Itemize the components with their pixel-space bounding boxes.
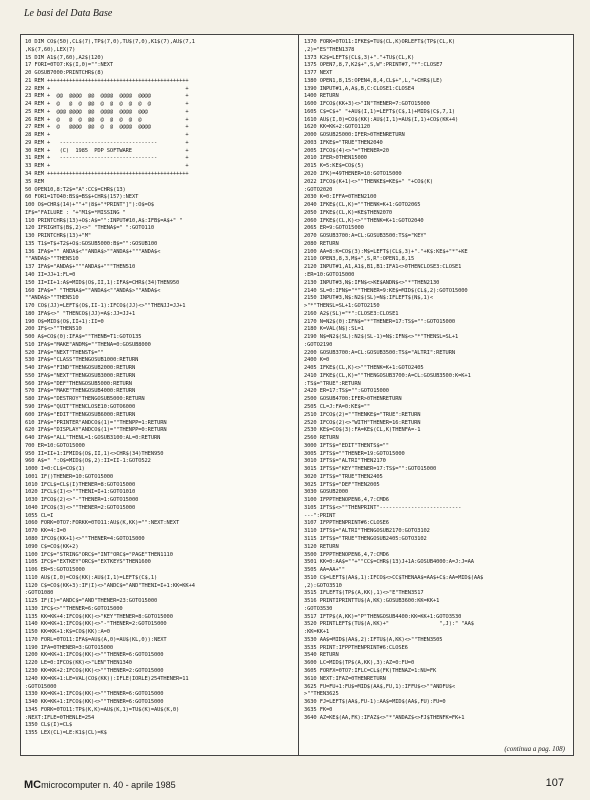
code-line: 180 IFA$<>" "THENCO$(JJ)=A$:JJ=JJ+1 [25,310,136,317]
code-line: 1010 IFCL$=CL$(I)THENER=8:GOTO15000 [25,481,136,488]
code-line: 1330 KK=KK+1:IFCO$(KK)<>""THENER=6:GOTO15000 [25,691,164,698]
code-line: ,K$(7,60),LEX(7) [25,46,76,53]
code-line: 600 IFA$="EDIT"THENGOSUB6000:RETURN [25,411,136,418]
code-line: 2040 IFKE$(CL,K)=""THENK=K+1:GOTO2065 [304,202,421,209]
code-line: 3501 KK=0:AA$=""+""CC$=CHR$(13)J+1A:GOSUB4000:A=J:J=AA [304,559,474,566]
code-line: 3625 FU=FU+1:FU$=MID$(AA$,FU,1):IFFU$<>""ANDFU$< [304,683,455,690]
code-line: 20 GOSUB7000:PRINTCHR$(8) [25,70,104,77]
code-line: 15 DIM A1$(7,60),A2$(120) [25,54,104,61]
code-line: 3535 PRINT:IFPPTHENPRINT#6:CLOSE6 [304,644,408,651]
code-line: ""ANDA$>""THEN510 [25,295,79,302]
code-line: 3510 C$=LEFT$(AA$,1):IFCO$<>CC$THENAA$=AA$+C$:AA=MID$(AA$ [304,574,484,581]
code-line: 1140 KK=KK+1:IFCO$(KK)<>"-"THENER=2:GOTO15000 [25,621,167,628]
code-line: 1390 INPUT#1,A,A$,B,C:CLOSE1:CLOSE4 [304,85,415,92]
code-line: 520 IFA$="NEXT"THENST$="" [25,349,104,356]
code-line: 960 A$=" ":O$=MID$(O$,2):II=II-1:GOTO522 [25,458,151,465]
code-line: 2200 GOSUB3700:A=CL:GOSUB3500:TS$="ALTRI":RETURN [304,349,455,356]
code-line: 1120 C$=CO$(KK+3):IF(I)<>"ANDC$="AND"THENI=I+1:KK=KK+4 [25,582,195,589]
code-line: IF$="FAILURE : "+"M1$=*MISSING " [25,209,126,216]
code-line: 2015 K=5:KE$=CO$(5) [304,163,364,170]
code-line: 950 II=II+1:IFMID$(O$,II,1)<>CHR$(34)THEN950 [25,450,164,457]
code-line: 1600 IFCO$(KK+3)<>"IN"THENER=7:GOTO15000 [304,101,430,108]
code-line: 1110 AU$(I,0)=CO$(KK):AU$(I,1)=LEFT$(C$,1) [25,574,158,581]
code-line: 1055 CL=I [25,512,54,519]
code-line: 1370 FORK=0TO11:IFKE$=TU$(CL,K)ORLEFT$(TP$(CL,K) [304,39,455,45]
code-line: 2405 IFKE$(CL,K)<>""THENK=K+1:GOTO2405 [304,365,424,372]
code-line: 1373 K2$=LEFT$(CL$,3)+"."+TU$(CL,K) [304,54,415,61]
code-line: 1060 FORK=0TO7:FORKK=0TO11:AU$(K,KK)="":NEXT:NEXT [25,520,180,527]
code-line: 2505 CL=J:FA=0:KE$="" [304,403,371,410]
code-line: ,2)="ES"THEN1378 [304,46,355,53]
code-line: 2000 GOSUB25000:IFER>0THENRETURN [304,132,405,139]
code-line: 2530 KE$=CO$(3):FA=KE$(CL,K)THENFA=-1 [304,427,421,434]
code-line: ,2):GOTO3510 [304,582,342,589]
code-line: 200 IF$<>""THEN510 [25,326,82,333]
code-line: 10 DIM CO$(50),CL$(7),TP$(7,0),TU$(7,0),K1$(7),AU$(7,1 [25,39,195,45]
code-line: 140 II=JJ+1:FL=0 [25,271,76,278]
code-line: 2160 A2$(SL)="*":CLOSE3:CLOSE1 [304,310,399,317]
code-line: 21 REM +++++++++++++++++++++++++++++++++++++++++++++ [25,77,189,84]
code-line: 1100 IFC$="STRING"ORC$="INT"ORC$="PAGE"THEN1110 [25,551,173,558]
code-line: 1190 IFA=0THENER=3:GOTO15000 [25,644,114,651]
code-line: 2020 IFK)=49THENER=10:GOTO15000 [304,171,402,178]
code-line: 1345 FORK=0TO11:TP$(K,K)=AU$(K,1)=TU$(K)=AU$(K,0) [25,706,180,713]
code-line: 3000 IFTS$="EDIT"THENTS$="" [304,442,389,449]
code-line: 3505 AA=AA+"" [304,567,345,574]
code-line: 1000 I=0:CL$=CO$(1) [25,466,85,473]
continuation-note: (continua a pag. 108) [504,745,565,753]
code-line: 3110 IFTS$="ALTRI"THENGOSUB2170:GOTO3102 [304,528,430,535]
code-line: 700 ER=10:GOTO15000 [25,442,85,449]
code-line: 1030 IFCO$(2)<>"-"THENER=1:GOTO15000 [25,497,139,504]
code-line: 29 REM + ------------------------------- + [25,139,189,146]
code-line: 1620 KK=KK+2:GOTO1120 [304,124,371,131]
column-divider [298,35,299,755]
code-line: 3010 IFTS$="ALTRI"THEN2170 [304,458,386,465]
code-line: 1240 KK=KK+1:LE=VAL(CO$(KK)):IFLE(IORLE)254THENER=11 [25,675,189,682]
code-line: ""ANDA$>""THEN510 [25,256,79,263]
code-line: 160 IFA$=" "THENA$=""ANDA$<""ANDA$>""ANDA$< [25,287,161,294]
code-line: 2140 SL=0:IFN$="*"THENER=9:KE$=MID$(CL$,2):GOTO15000 [304,287,468,294]
code-line: 60 FOR1=1TO40:BS$=BS$+CHR$(157):NEXT [25,194,139,201]
code-line: 3635 FK=0 [304,706,333,713]
code-line: 33 REM + + [25,163,189,170]
code-line: 1150 KK=KK+1:K$=CO$(KK):A=0 [25,629,110,636]
code-line: 2110 OPEN3,8,3,M$+",S,R":OPEN1,8,15 [304,256,415,263]
code-line: 1400 RETURN [304,93,339,100]
code-line: 3516 PRINTIPRINTTU$(A,KK):GOSUB3600:KK=KK+1 [304,598,440,605]
code-line: 35 REM [25,178,44,185]
code-line: 1377 NEXT [304,70,333,77]
code-line: 25 REM + @@@ @@@@ @@ @@@@ @@@@ @@@ + [25,108,189,115]
code-line: 3500 IFPPTHENOPEN6,4,7:CMD6 [304,551,389,558]
code-line: 2070 GOSUB3700:A=CL:GOSUB3500:TS$="KEY" [304,233,427,240]
code-line: 100 O$=CHR$(14)+""+"(8$+"*PRINT"]"):O$=O$ [25,202,154,209]
code-line: 1105 IFC$="EXTKEY"ORC$="EXTKEYS"THEN1600 [25,559,151,566]
code-line: 3517 IFTP$(A,KK)="P"THENGOSUB4400:KK=KK+1:GOTO3530 [304,613,462,620]
code-line: 2050 IFKE$(CL,K)=KE$THEN2070 [304,209,393,216]
code-line: 3115 IFTS$="TRUE"THENGOSUB2405:GOTO3102 [304,536,427,542]
code-line: 3120 RETURN [304,543,339,550]
code-line: 1340 KK=KK+1:IFCO$(KK)<>""THENER=6:GOTO15000 [25,699,164,706]
code-line: 3520 PRINTLEFT$(TU$(A,KK)+" ",J):" "AA$ [304,621,474,628]
code-line: 110 PRINTCHR$(13)+O$:A$="":INPUT#10,A$:IFB$=A$+" " [25,217,183,224]
code-line: 34 REM +++++++++++++++++++++++++++++++++++++++++++++ [25,171,189,178]
code-line: 2030 K=0:IFFA=0THEN2100 [304,194,377,201]
code-line: 560 IFA$="DEF"THENGOSUB5000:RETURN [25,380,132,387]
code-line: 2520 IFCO$(2)<>"WITH"THENER=16:RETURN [304,419,421,426]
code-line: 1090 C$=CO$(KK+2) [25,543,79,550]
code-line: 3105 IFTS$<>""THENPRINT"-------------------------- [304,504,462,511]
code-line: 2130 INPUT#3,N$:IFN$<>KE$ANDN$<>"*"THEN2130 [304,279,440,286]
code-line: 28 REM + + [25,132,189,139]
code-line: 27 REM + @ @@@@ @@ @ @ @@@@ @@@@ + [25,124,189,131]
code-line: 3540 RETURN [304,652,339,659]
code-line: 3640 AZ=KE$(AA,FK):IFAZ$<>"*"ANDAZ$<>FJ$THENFK=FK+1 [304,714,465,721]
code-line: 2500 GOSUB4700:IFER>0THENRETURN [304,396,402,403]
code-line: 1380 OPEN1,8,15:OPEN4,8,4,CL$+",L,"+CHR$(LE) [304,77,443,84]
code-line: 1125 IF(I)="ANDC$="AND"THENER=23:GOTO15000 [25,598,158,605]
code-line: 2420 ER=17:TS$="":GOTO15000 [304,388,389,395]
code-line: 530 IFA$="CLASS"THENGOSUB1000:RETURN [25,357,139,364]
code-line: 150 II=II+1:A$=MID$(O$,II,1):IFA$=CHR$(34)THEN950 [25,279,180,286]
code-line: 3025 IFTS$="DEF"THEN2005 [304,481,380,488]
code-line: 17 FORI=0TO7:K$(I,0)="":NEXT [25,62,114,69]
code-line: 26 REM + @ @ @ @@ @ @ @ @ @ + [25,116,189,123]
code-line: 1040 IFCO$(3)<>""THENER=2:GOTO15000 [25,504,136,511]
code-line: 2400 K=0 [304,357,330,364]
code-line: :ER=10:GOTO15000 [304,271,355,278]
footer-magazine [24,779,176,791]
page-number: 107 [545,777,564,789]
code-line: 500 A$=CO$(0):IFA$=""THENB=T1:GOTO135 [25,334,142,341]
code-line: 580 IFA$="DESTROY"THENGOSUB5000:RETURN [25,396,145,403]
code-line: >""THEN3625 [304,691,339,698]
code-line: 120 IFRIGHT$(B$,2)<>" "THENA$=" ":GOTO110 [25,225,154,232]
code-line: 1080 IFCO$(KK+1)<>""THENER=4:GOTO15000 [25,536,145,542]
listing-column-right [304,39,572,751]
code-line: 22 REM + + [25,85,189,92]
code-line: 2060 IFKE$(CL,K)<>""THENK=K+1:GOTO2040 [304,217,424,224]
code-line: 1605 C$=C$+" "+AU$(I,1)=LEFT$(C$,1)+MID$(C$,7,1) [304,108,455,115]
code-line: 540 IFA$="FIND"THENGOSUB2000:RETURN [25,365,136,372]
code-line: 2003 IFKE$="TRUE"THEN2040 [304,139,383,146]
code-line: 590 IFA$="QUIT"THENCLOSE10:GOTO6000 [25,403,136,410]
code-line: 3515 IFLEFT$(TP$(A,KK),1)<>"E"THEN3517 [304,590,424,597]
code-line: 2180 K=VAL(N$):SL=1 [304,326,364,333]
code-line: 1220 LE=0:IFCO$(KK)<>"LEN"THEN1340 [25,660,132,667]
code-line: 1106 ER=5:GOTO15000 [25,567,85,574]
code-line: 3630 FJ=LEFT$(AA$,FU-1):AA$=MID$(AA$,FU):FU=0 [304,699,446,706]
code-line: 1130 IFC$<>""THENER=6:GOTO15000 [25,605,123,612]
code-line: :GOTO3530 [304,605,333,612]
magazine-issue: microcomputer n. 40 - aprile 1985 [41,780,176,790]
code-line: 137 IFA$="ANDA$+"""ANDA$+"""THEN510 [25,264,136,271]
code-line: 2410 IFKE$(CL,K)=""THENGOSUB3700:A=CL:GOSUB3500:K=K+1 [304,372,471,379]
code-line: 3020 IFTS$="TRUE"THEN2405 [304,473,383,480]
code-line: 3005 IFTS$=""THENER=19:GOTO15000 [304,450,405,457]
code-line: 2560 RETURN [304,435,339,442]
code-line: 50 OPEN10,8:T2$="A":CC$=CHR$(13) [25,186,126,193]
code-line: 130 PRINTCHR$(13)+"M" [25,233,92,240]
code-line: 1170 FORL=0TO11:IFA$=AU$(A,0)=AU$(KL,0)):NEXT [25,636,167,643]
code-line: 1375 OPEN7,8,7,K2$+",S,W":PRINT#7,"*":CLOSE7 [304,62,443,69]
code-line: :NEXT:IFLE=0THENLE=254 [25,714,95,721]
code-line: 3530 AA$=MID$(AA$,2):IFTU$(A,KK)<>""THEN3505 [304,636,443,643]
code-line: 1355 LEX(CL)=LE:K1$(CL)=K$ [25,730,107,737]
code-line: 3015 IFTS$="KEY"THENER=17:TS$="":GOTO15000 [304,466,437,473]
listing-column-left [25,39,293,751]
code-line: 190 O$=MID$(O$,II+1):II=0 [25,318,104,325]
code-line: 610 IFA$="PRINTER"ANDCO$(1)=""THENPP=1:RETURN [25,419,167,426]
code-line: 1350 CL$(I)=CL$ [25,722,73,729]
code-line: 1001 IF()THENER=10:GOTO15000 [25,473,114,480]
code-line: 135 T1$=T$+T2$+O$:GOSUB5000:B$="":GOSUB100 [25,240,158,247]
code-line: 1070 KK=4:I=0 [25,528,66,535]
code-line: 2100 AA=8:K=CO$(3):M$=LEFT$(CL$,3)+"."+K$:KE$+"*"+KE [304,248,468,255]
code-line: 136 IFA$="" ANDA$<""ANDA$>""ANDA$+"""ANDA$< [25,248,161,255]
code-line: :GOTO15000 [25,683,57,690]
code-line: 2010 IFER>0THEN15000 [304,155,367,162]
code-line: 170 CO$(JJ)=LEFT$(O$,II-1):IFCO$(JJ)<>""THENJJ=JJ+1 [25,303,186,310]
code-line: :GOTO1080 [25,590,54,597]
code-line: 570 IFA$="MAKE"THENGOSUB4000:RETURN [25,388,136,395]
code-line: 2065 ER=9:GOTO15000 [304,225,364,232]
code-line: 3030 GOSUB2000 [304,489,349,496]
code-line: 24 REM + @ @ @ @@ @ @ @ @ @ @ + [25,101,189,108]
code-line: 1200 KK=KK+1:IFCO$(KK)<>""THENER=6:GOTO15000 [25,652,164,659]
code-line: 2150 INPUT#3,N$:N2$(SL)=N$:IFLEFT$(N$,1)< [304,295,433,302]
code-line: >"*"THENSL=SL+1:GOTO2150 [304,303,380,310]
code-line: 2170 N=N2$(0):IFN$="*"THENER=17:TS$="":GOTO15000 [304,318,455,325]
code-line: 3605 FORFX=0TO7:IFLC=CL$(FK)THENAZ=1:NU=FK [304,668,437,675]
code-line: 2005 IFCO$(4)<>"="THENER=20 [304,147,389,154]
code-line: :GOTO2190 [304,341,333,348]
code-line: 3107 IFPPTHENPRINT#6:CLOSE6 [304,520,389,527]
code-line: 550 IFA$="NEXT"THENGOSUB3000:RETURN [25,372,136,379]
code-line: 23 REM + @@ @@@@ @@ @@@@ @@@@ @@@@ + [25,93,189,100]
brand-mark: MC [24,779,42,791]
code-line: 1610 AU$(I,0)=CO$(KK):AU$(I,1)=AU$(I,1)+CO$(KK+4) [304,116,459,123]
code-line: 3610 NEXT:IFAZ=0THENRETURN [304,675,386,682]
code-line: 3100 IFPPTHENOPEN6,4,7:CMD6 [304,497,389,504]
code-line: 3600 LC=MID$(TP$(A,KK),3):AZ=0:FU=0 [304,660,415,667]
code-line: 640 IFA$="ALL"THENL=1:GOSUB3100:AL=0:RETURN [25,435,161,442]
code-line: :TS$="TRUE":RETURN [304,380,361,387]
code-line: :KK=KK+1 [304,629,330,636]
code-line: 2190 N$=N2$(SL):N2$(SL-1)=N$:IFN$<>"*"THENSL=SL+1 [304,334,459,341]
code-line: 1230 KK=KK+2:IFCO$(KK)<>""THENER=2:GOTO15000 [25,668,164,675]
section-header: Le basi del Data Base [24,8,113,19]
code-line: 620 IFA$="DISPLAY"ANDCO$(1)=""THENPP=0:RETURN [25,427,167,434]
code-line: 2080 RETURN [304,240,339,247]
code-line: 2120 INPUT#1,A1,A1$,B1,B1:IFA1<>0THENCLOSE3:CLOSE1 [304,264,462,271]
code-line: 30 REM + (C) 1985 PDP SOFTWARE + [25,147,189,154]
code-line: ---":PRINT [304,512,336,519]
code-line: 31 REM + ------------------------------- + [25,155,189,162]
code-line: 2510 IFCO$(2)=""THENKE$="TRUE":RETURN [304,411,421,418]
code-line: 2022 IFCO$(K+1)<>""THENKE$=KE$+" "+CO$(K) [304,178,433,185]
code-line: 1135 KK=KK+4:IFCO$(KK)<>"KEY"THENER=8:GOTO15000 [25,613,173,620]
code-line: :GOTO2020 [304,186,333,193]
program-listing [20,34,574,756]
code-line: 1020 IFCL$(I)<>""THENI=I+1:GOTO1010 [25,489,136,496]
code-line: 510 IFA$="MAKE"ANDM$=""THENA=0:GOSUB8000 [25,341,151,348]
